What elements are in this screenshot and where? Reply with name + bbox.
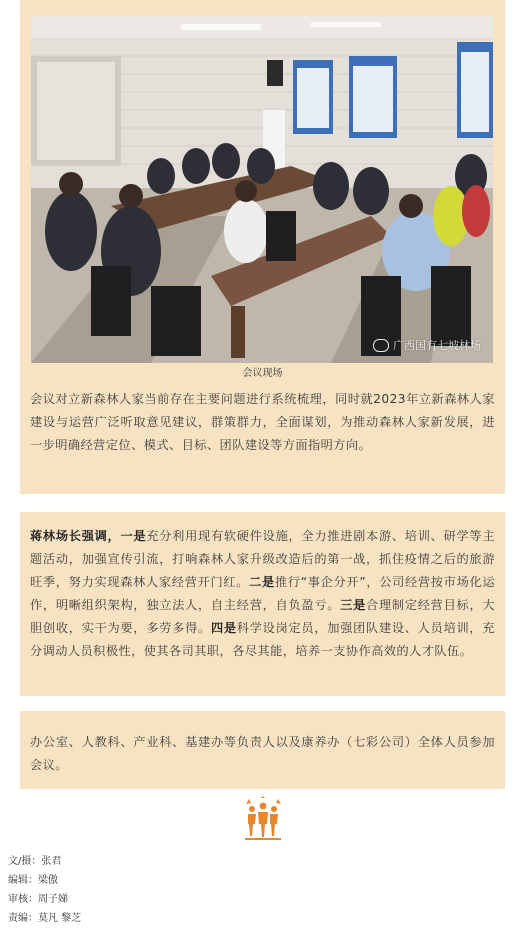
credit-chief-editor (8, 909, 81, 928)
credit-name: 梁傲 (38, 875, 58, 886)
wechat-icon (373, 339, 389, 352)
point-4-marker: 四是 (210, 621, 237, 635)
attendees-card (20, 711, 505, 789)
remarks-paragraph (30, 525, 495, 663)
people-emblem-icon (240, 796, 286, 842)
intro-paragraph: 会议对立新森林人家当前存在主要问题进行系统梳理，同时就2023年立新森林人家建设与运营广泛听取意见建议，群策群力，全面谋划，为推动森林人家新发展，进一步明确经营定位、模式、目标、团队建设等方面指明方向。 (30, 392, 495, 452)
point-4-text: 科学设岗定员，加强团队建设、人员培训，充分调动人员积极性，使其各司其职，各尽其能，培养一支协作高效的人才队伍。 (30, 621, 495, 658)
intro-card (20, 0, 505, 494)
remarks-card (20, 512, 505, 696)
meeting-photo-illustration (31, 16, 493, 363)
credit-label: 文/摄： (8, 856, 42, 867)
credit-editor (8, 871, 81, 890)
point-1-marker: 一是 (120, 529, 147, 543)
photo-caption: 会议现场 (242, 368, 283, 379)
credit-name: 周子娣 (38, 894, 68, 905)
credit-name: 莫凡 黎芝 (38, 913, 82, 924)
point-2-text: 推行“事企分开”，公司经营按市场化运作，明晰组织架构，独立法人，自主经营，自负盈亏。 (30, 575, 495, 612)
credit-label: 编辑： (8, 875, 38, 886)
credit-label: 审核： (8, 894, 38, 905)
credit-reviewer (8, 890, 81, 909)
remarks-lead: 蒋林场长强调， (30, 529, 121, 543)
point-3-marker: 三是 (340, 598, 367, 612)
attendees-paragraph: 办公室、人教科、产业科、基建办等负责人以及康养办（七彩公司）全体人员参加会议。 (30, 735, 495, 772)
point-3-text: 合理制定经营目标，大胆创收，实干为要，多劳多得。 (30, 598, 496, 635)
meeting-photo (31, 16, 493, 363)
watermark-text: 广西国有七坡林场 (393, 339, 481, 352)
watermark (373, 337, 481, 353)
credit-label: 责编： (8, 913, 38, 924)
point-1-text: 充分利用现有软硬件设施，全力推进剧本游、培训、研学等主题活动，加强宣传引流，打响森林人家升级改造后的第一战，抓住疫情之后的旅游旺季，努力实现森林人家经营开门红。 (30, 529, 495, 589)
point-2-marker: 二是 (249, 575, 275, 589)
credit-name: 张君 (41, 856, 62, 867)
credit-author (8, 852, 81, 871)
credits (8, 852, 81, 928)
